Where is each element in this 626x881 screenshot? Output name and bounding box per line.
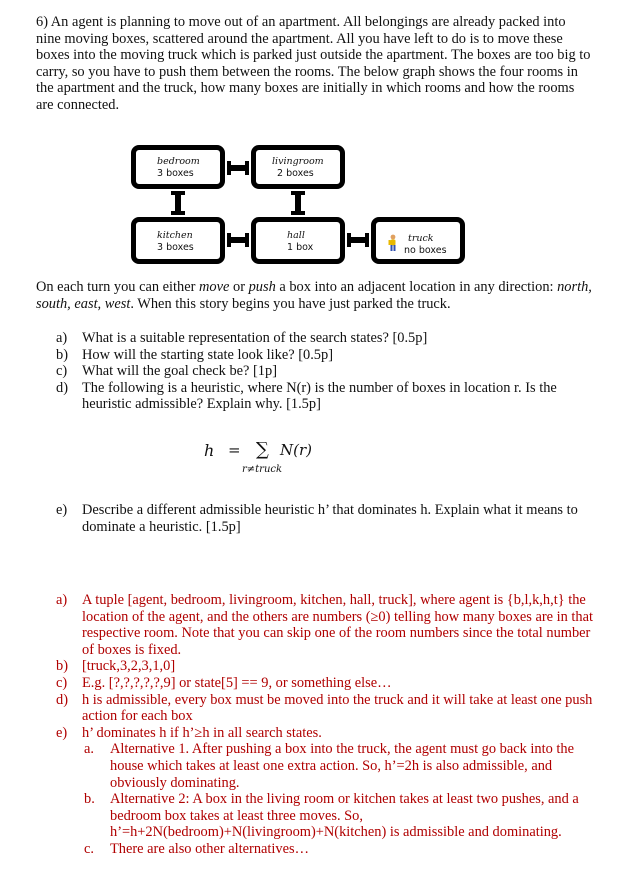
livingroom-name: livingroom	[272, 156, 324, 167]
hall-count: 1 box	[287, 242, 314, 253]
answer-item: c) E.g. [?,?,?,?,?,9] or state[5] == 9, or something else…	[56, 674, 392, 691]
kitchen-count: 3 boxes	[157, 242, 194, 253]
answer-item: d) h is admissible, every box must be moved into the truck and it will take at least one push action for each box	[56, 691, 593, 725]
kitchen-name: kitchen	[157, 230, 193, 241]
bedroom-count: 3 boxes	[157, 168, 194, 179]
list-item: e) Describe a different admissible heuristic h’ that dominates h. Explain what it means to dominate a heuristic. [1.5p]	[56, 502, 578, 535]
list-item: d) The following is a heuristic, where N(r) is the number of boxes in location r. Is the heuristic admissible? Explain why. [1.5p]	[56, 379, 557, 413]
person-walking-icon	[387, 234, 399, 252]
list-item: b) How will the starting state look like? [0.5p]	[56, 346, 333, 363]
move-word: move	[199, 279, 230, 295]
livingroom-count: 2 boxes	[277, 168, 314, 179]
answer-item: e) h’ dominates h if h’≥h in all search states. a. Alternative 1. After pushing a box into the truck, the agent must go back into the house which takes at least one extra action. So, h’=2h is also admissible, and obviously dominating. b. Alternative 2: A box in the living room or kitchen takes at least two pushes, and a bedroom box takes at least three moves. So, h’=h+2N(bedroom)+N(livingroom)+N(kitchen) is admissible and dominating. c. There are also other alternatives…	[56, 725, 596, 858]
kitchen-node	[131, 217, 225, 264]
heuristic-formula	[198, 441, 328, 481]
bedroom-name: bedroom	[157, 156, 200, 167]
alternatives-list	[86, 741, 596, 857]
turn-text: . When this story begins you have just parked the truck.	[130, 295, 451, 312]
subquestions-list	[56, 330, 596, 413]
formula-term: N(r)	[280, 441, 312, 459]
truck-name: truck	[408, 233, 434, 244]
list-item: b. Alternative 2: A box in the living room or kitchen takes at least two pushes, and a bedroom box takes at least three moves. So, h’=h+2N(bedroom)+N(livingroom)+N(kitchen) is admissible and dominating.	[84, 791, 579, 841]
hall-name: hall	[287, 230, 305, 241]
livingroom-node	[251, 145, 345, 189]
push-word: push	[248, 279, 276, 295]
question-intro: 6) An agent is planning to move out of an apartment. All belongings are already packed into nine moving boxes, scattered around the apartment. All you have left to do is to move these boxes into the moving truck which is parked just outside the apartment. The boxes are too big to carry, so you have to push them between the rooms. The below graph shows the four rooms in the apartment and the truck, how many boxes are initially in which rooms and how the rooms are connected.	[36, 14, 591, 113]
formula-subscript: r≠truck	[242, 464, 283, 475]
truck-node	[371, 217, 465, 264]
summation-symbol: ∑	[256, 439, 269, 460]
formula-equals: =	[228, 441, 241, 459]
connector-cap	[291, 211, 305, 215]
connector-cap	[171, 211, 185, 215]
connector-cap	[365, 233, 369, 247]
truck-count: no boxes	[404, 245, 447, 256]
formula-lhs: h	[204, 441, 215, 460]
connector-cap	[245, 161, 249, 175]
answer-item: b) [truck,3,2,3,1,0]	[56, 658, 176, 675]
list-item: a) What is a suitable representation of the search states? [0.5p]	[56, 330, 428, 346]
turn-text: or	[229, 279, 249, 295]
list-item: c) What will the goal check be? [1p]	[56, 363, 277, 380]
list-item: a. Alternative 1. After pushing a box into the truck, the agent must go back into the house which takes at least one extra action. So, h’=2h is also admissible, and obviously dominating.	[84, 741, 574, 791]
list-item: c. There are also other alternatives…	[84, 840, 309, 857]
hall-node	[251, 217, 345, 264]
bedroom-node	[131, 145, 225, 189]
turn-text: a box into an adjacent location in any direction:	[275, 279, 558, 295]
directions-words: north, south, east, west	[36, 279, 592, 312]
subquestion-e	[56, 502, 596, 535]
turn-text: On each turn you can either	[36, 279, 200, 295]
answer-item: a) A tuple [agent, bedroom, livingroom, kitchen, hall, truck], where agent is {b,l,k,h,t} the location of the agent, and the others are numbers (≥0) telling how many boxes are in that respective room. Note that you can skip one of the room numbers since the total number of boxes is fixed.	[56, 592, 594, 658]
answers-list	[56, 592, 596, 858]
connector-cap	[245, 233, 249, 247]
turn-description	[36, 279, 592, 312]
